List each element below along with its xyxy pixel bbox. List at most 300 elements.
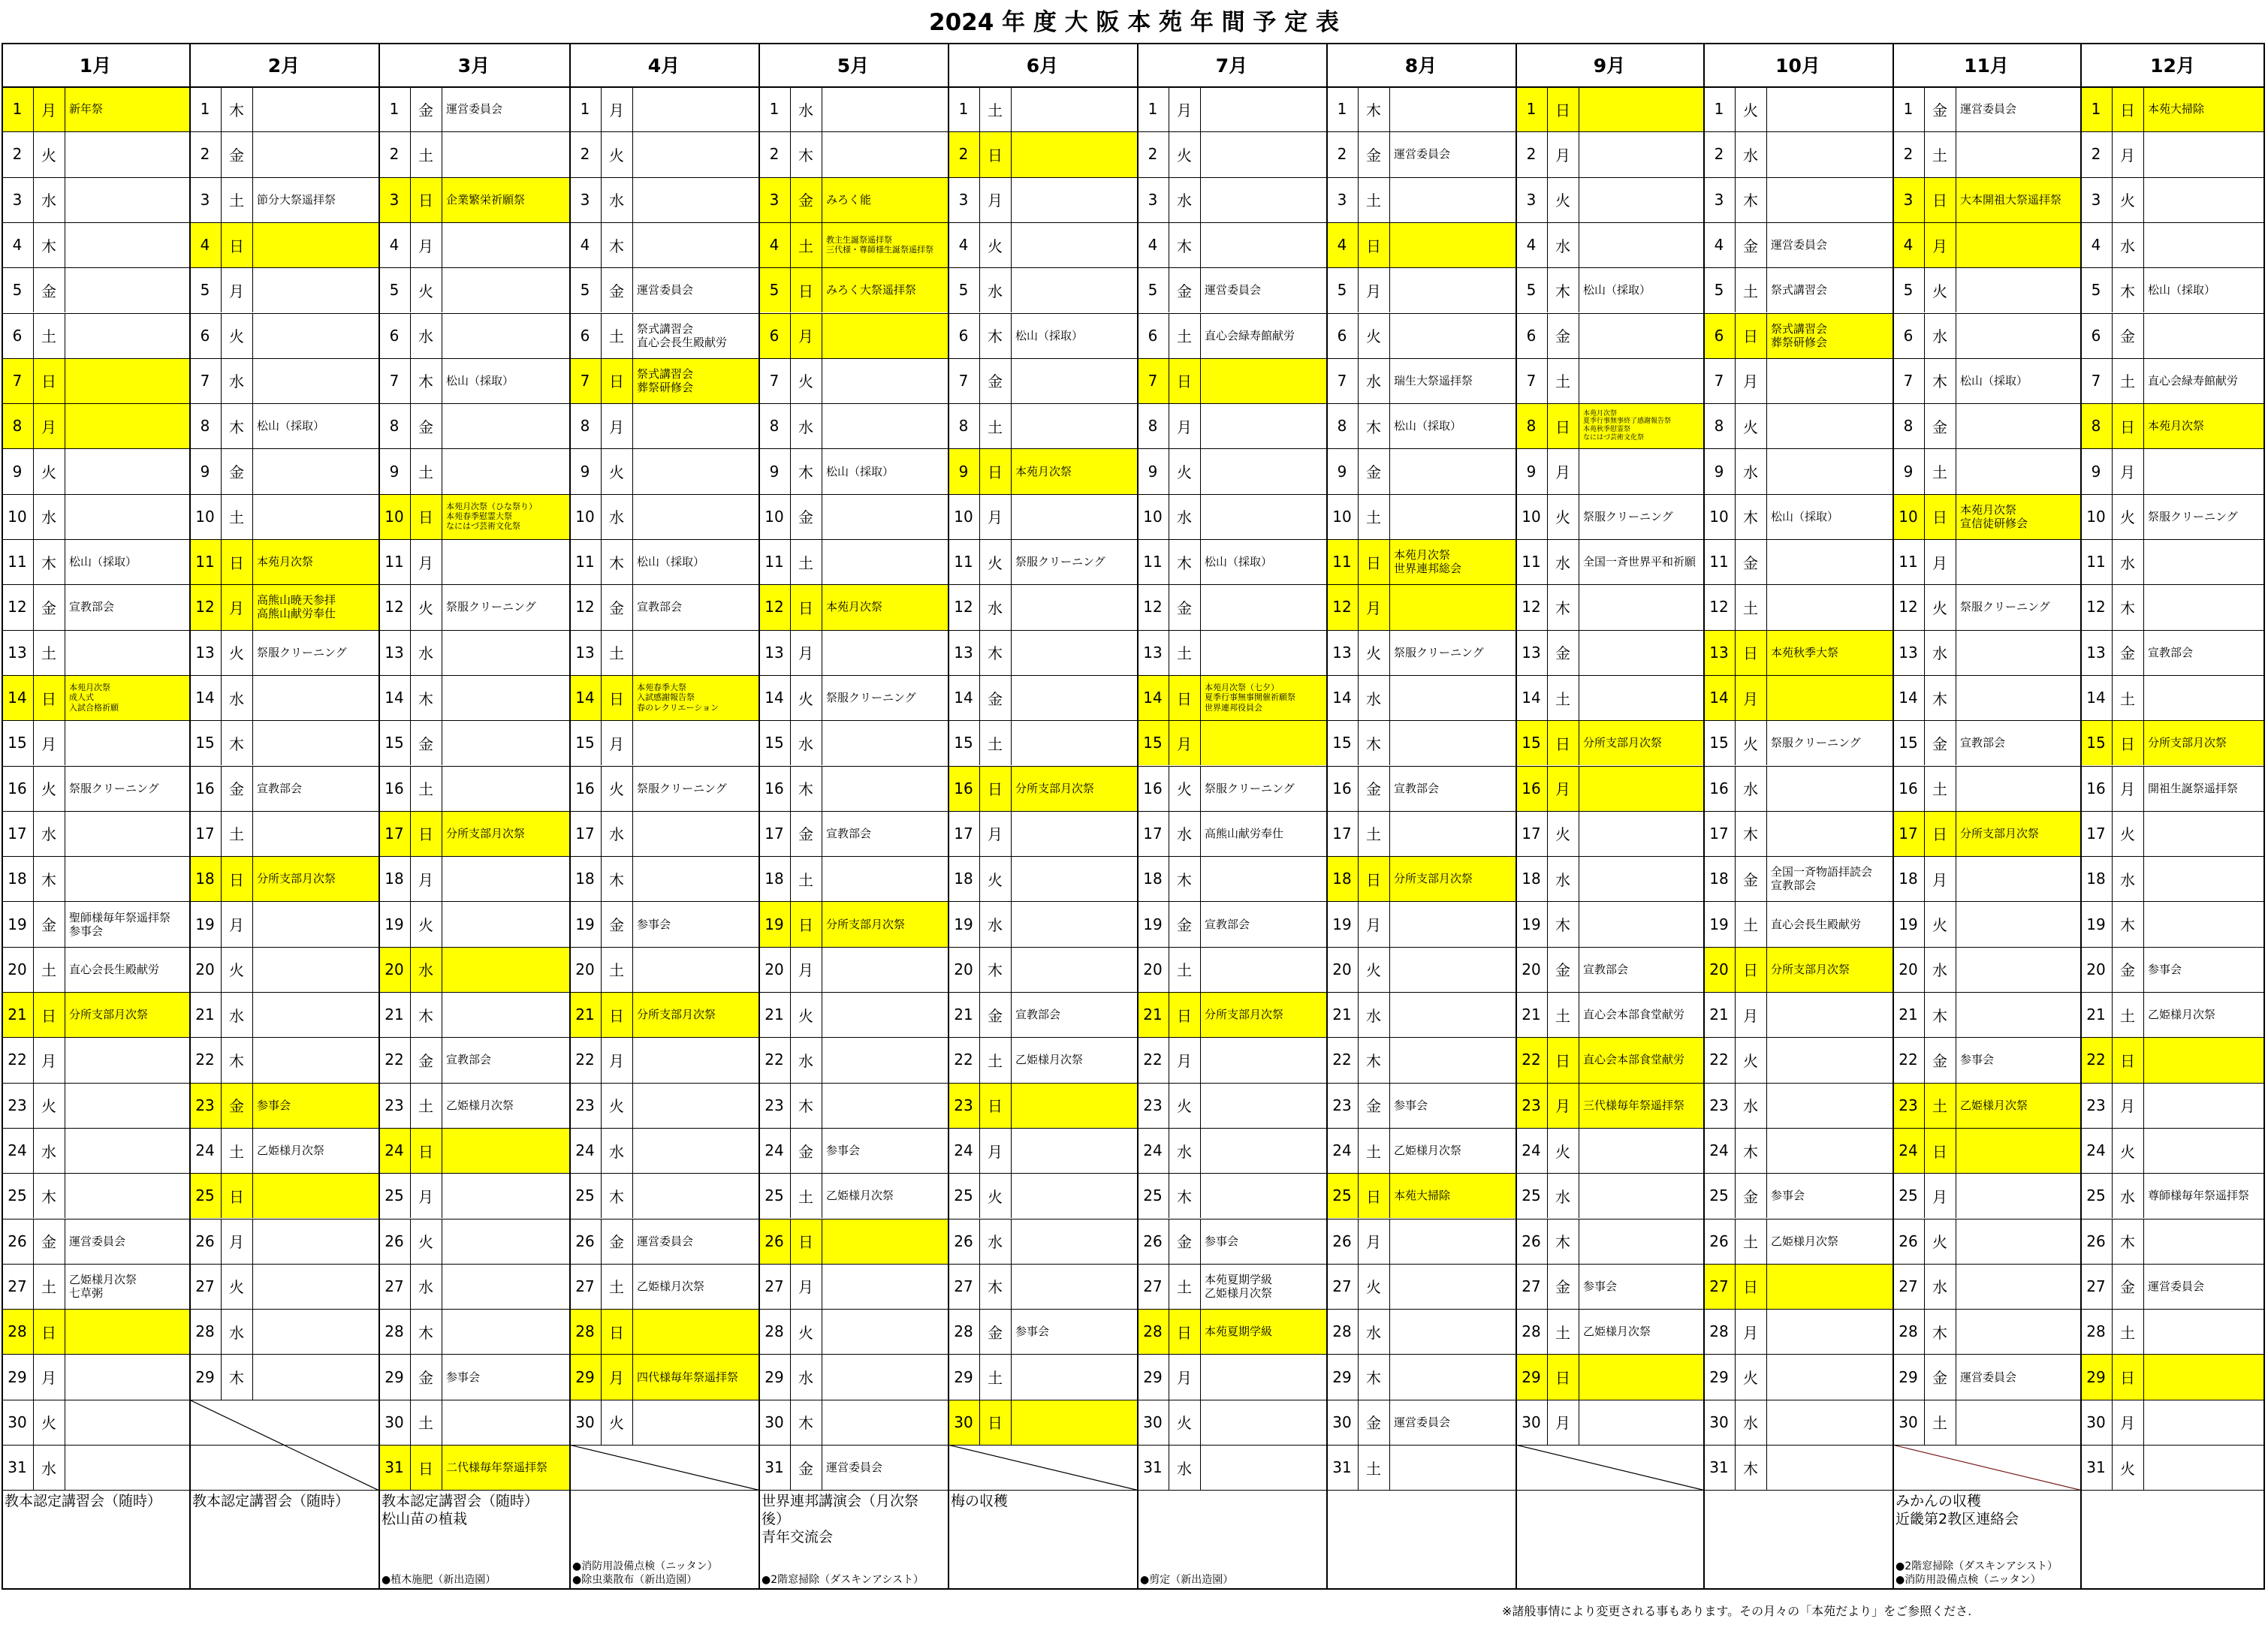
grid-line [632,766,633,811]
day-row [2080,856,2265,901]
weekday: 金 [1177,1233,1192,1252]
weekday: 木 [1555,1233,1570,1252]
grid-line [632,131,633,176]
day-row [379,811,569,856]
grid-line [2143,947,2144,992]
day-row [1893,313,2080,358]
no-day-diagonal [948,1445,1137,1490]
day-number: 13 [1522,643,1541,662]
grid-line [1547,494,1548,539]
day-number: 20 [954,960,973,978]
grid-line [1547,584,1548,629]
day-event: 全国一斉物語拝読会 宣教部会 [1771,865,1873,893]
day-row [759,1445,948,1490]
weekday: 土 [2120,689,2135,708]
weekday: 金 [1366,463,1381,482]
day-row [1137,766,1326,811]
day-row [379,358,569,403]
grid-line [1924,494,1925,539]
day-row [759,811,948,856]
weekday: 月 [988,508,1003,527]
grid-line [632,901,633,946]
grid-line [2,766,2265,767]
grid-line [979,947,980,992]
weekday: 火 [1932,282,1947,300]
weekday: 月 [798,961,813,980]
day-event: 松山（採取） [1015,328,1084,342]
day-number: 29 [1899,1367,1918,1386]
weekday: 木 [609,553,624,572]
day-event: 運営委員会 [1205,283,1262,297]
grid-line [569,43,571,1590]
weekday: 火 [1555,1142,1570,1161]
grid-line [2143,177,2144,222]
day-row [2,1219,189,1264]
day-event: 松山（採取） [446,373,514,387]
weekday: 日 [2120,101,2135,119]
grid-line [1735,358,1736,403]
day-number: 22 [575,1051,595,1069]
grid-line [1547,222,1548,267]
grid-line [1735,86,1736,131]
day-row [2080,1128,2265,1173]
day-row [379,1083,569,1128]
day-row [2080,584,2265,629]
day-row [2,86,189,131]
grid-line [1547,1400,1548,1445]
weekday: 月 [1743,689,1758,708]
day-event: 直心会本部食堂献労 [1583,1008,1685,1022]
day-event: 松山（採取） [1960,373,2028,387]
grid-line [601,1173,602,1218]
day-row [1137,720,1326,765]
grid-line [1389,720,1390,765]
day-event: 運営委員会 [826,1461,883,1475]
day-row [1137,131,1326,176]
day-number: 23 [1899,1096,1918,1114]
day-number: 5 [1526,281,1537,300]
grid-line [1200,358,1201,403]
day-number: 29 [8,1367,27,1386]
weekday: 金 [1555,961,1570,980]
day-number: 19 [8,915,27,933]
day-number: 13 [2086,643,2106,662]
day-row [189,131,379,176]
day-number: 1 [1714,100,1724,119]
day-row [948,1400,1137,1445]
grid-line [1011,947,1012,992]
grid-line [33,630,34,675]
day-row [2,720,189,765]
day-row [569,86,759,131]
grid-line [33,856,34,901]
weekday: 土 [1366,1459,1381,1478]
weekday: 月 [1366,1233,1381,1252]
day-row [1137,1128,1326,1173]
day-event: 高熊山献労奉仕 [1205,826,1284,840]
day-event: 分所支部月次祭 [1015,781,1095,795]
day-row [1516,766,1703,811]
grid-line [1011,1083,1012,1128]
weekday: 月 [229,598,244,617]
day-number: 23 [2086,1096,2106,1114]
day-event: 宣教部会 [446,1053,492,1067]
grid-line [221,947,222,992]
day-row [1137,1400,1326,1445]
grid-line [1735,131,1736,176]
grid-line [2112,675,2113,720]
grid-line [601,675,602,720]
day-number: 29 [1143,1367,1163,1386]
weekday: 日 [2120,1051,2135,1070]
day-event: 参事会 [826,1144,861,1158]
grid-line [948,43,949,1590]
grid-line [2,43,2265,44]
day-row [948,811,1137,856]
month-notes-top: 教本認定講習会（随時） [192,1493,350,1510]
weekday: 日 [1366,553,1381,572]
grid-line [1200,494,1201,539]
day-row [189,177,379,222]
weekday: 火 [1177,1414,1192,1433]
day-row [1516,1128,1703,1173]
day-row [948,856,1137,901]
grid-line [2143,1128,2144,1173]
day-event: 分所支部月次祭 [69,1008,149,1022]
day-event: 分所支部月次祭 [257,872,336,886]
weekday: 火 [41,463,56,482]
grid-line [2143,584,2144,629]
day-row [379,947,569,992]
grid-line [1766,1173,1767,1218]
weekday: 水 [229,1323,244,1342]
day-number: 19 [1522,915,1541,933]
weekday: 木 [1366,101,1381,119]
day-number: 7 [1903,371,1914,390]
day-number: 27 [954,1277,973,1295]
day-number: 26 [954,1232,973,1250]
weekday: 火 [1743,418,1758,436]
day-row [1326,584,1516,629]
grid-line [252,811,253,856]
grid-line [632,992,633,1037]
day-row [1137,1264,1326,1309]
weekday: 水 [1177,191,1192,210]
day-number: 22 [954,1051,973,1069]
grid-line [1389,992,1390,1037]
grid-line [790,403,791,448]
grid-line [1547,131,1548,176]
day-event: 二代様毎年祭遥拝祭 [446,1461,548,1475]
day-number: 8 [1148,417,1158,436]
day-number: 4 [1148,236,1158,255]
day-number: 8 [769,417,780,436]
day-row [2080,1354,2265,1399]
grid-line [1358,1400,1359,1445]
grid-line [1200,1309,1201,1354]
weekday: 木 [229,418,244,436]
day-number: 19 [195,915,215,933]
day-event: 祭式講習会 葬祭研修会 [1771,321,1828,349]
weekday: 水 [609,1142,624,1161]
grid-line [221,1219,222,1264]
weekday: 水 [418,1278,433,1297]
day-number: 12 [1522,598,1541,617]
weekday: 土 [229,508,244,527]
grid-line [790,222,791,267]
day-event: 祭服クリーニング [2148,509,2238,523]
day-number: 11 [1332,553,1352,571]
weekday: 木 [1743,1459,1758,1478]
day-number: 5 [1148,281,1158,300]
weekday: 月 [41,1369,56,1388]
day-row [379,720,569,765]
day-number: 26 [1143,1232,1163,1250]
grid-line [979,448,980,493]
day-number: 16 [765,779,784,797]
weekday: 日 [988,1414,1003,1433]
grid-line [252,947,253,992]
grid-line [1389,448,1390,493]
grid-line [632,86,633,131]
day-row [1893,1309,2080,1354]
day-number: 20 [1522,960,1541,978]
grid-line [1924,222,1925,267]
day-row [189,222,379,267]
grid-line [2112,992,2113,1037]
weekday: 月 [1177,101,1192,119]
grid-line [410,1354,411,1399]
grid-line [790,131,791,176]
grid-line [979,358,980,403]
grid-line [252,1219,253,1264]
month-notes-bottom: ●2階窓掃除（ダスキンアシスト） [762,1573,924,1586]
grid-line [1200,222,1201,267]
day-row [1326,403,1516,448]
day-number: 20 [1899,960,1918,978]
day-row [379,131,569,176]
grid-line [33,766,34,811]
grid-line [1389,539,1390,584]
weekday: 火 [1177,463,1192,482]
weekday: 土 [1932,463,1947,482]
grid-line [1547,992,1548,1037]
day-row [1703,267,1893,312]
day-row [2,1173,189,1218]
weekday: 月 [1555,1414,1570,1433]
day-number: 10 [1899,507,1918,526]
grid-line [2143,1219,2144,1264]
grid-line [252,1083,253,1128]
day-row [1137,992,1326,1037]
day-row [379,1309,569,1354]
weekday: 金 [1932,418,1947,436]
grid-line [1011,630,1012,675]
grid-line [1924,856,1925,901]
day-number: 2 [1714,145,1724,164]
grid-line [410,131,411,176]
day-row [1516,720,1703,765]
grid-line [632,720,633,765]
day-row [2080,992,2265,1037]
weekday: 日 [1555,734,1570,753]
weekday: 木 [2120,916,2135,935]
grid-line [1735,992,1736,1037]
grid-line [1547,448,1548,493]
weekday: 日 [609,372,624,391]
day-number: 26 [1899,1232,1918,1250]
grid-line [1735,1400,1736,1445]
grid-line [252,675,253,720]
day-number: 19 [1332,915,1352,933]
grid-line [221,675,222,720]
grid-line [790,1400,791,1445]
weekday: 木 [418,1006,433,1025]
day-number: 20 [385,960,404,978]
weekday: 木 [1932,1006,1947,1025]
grid-line [2,1173,2265,1174]
weekday: 水 [798,1051,813,1070]
day-row [1703,856,1893,901]
day-number: 24 [954,1141,973,1160]
grid-line [252,448,253,493]
day-row [1893,1173,2080,1218]
grid-line [1547,901,1548,946]
grid-line [1200,584,1201,629]
weekday: 月 [1932,870,1947,889]
day-row [1326,901,1516,946]
day-row [1137,267,1326,312]
day-number: 13 [385,643,404,662]
day-number: 18 [8,870,27,888]
day-event: 宣教部会 [1960,736,2006,750]
grid-line [1766,1445,1767,1490]
grid-line [1924,1128,1925,1173]
day-number: 8 [2091,417,2101,436]
grid-line [1924,675,1925,720]
day-row [189,1264,379,1309]
day-row [189,448,379,493]
day-row [2080,1037,2265,1082]
day-number: 30 [1143,1412,1163,1431]
day-row [1516,630,1703,675]
day-row [2080,358,2265,403]
grid-line [1011,1219,1012,1264]
day-row [2080,1173,2265,1218]
day-row [759,1219,948,1264]
grid-line [1200,267,1201,312]
weekday: 日 [41,689,56,708]
weekday: 水 [41,508,56,527]
day-row [569,1354,759,1399]
day-row [379,1354,569,1399]
day-row [189,584,379,629]
day-number: 24 [2086,1141,2106,1160]
weekday: 金 [1743,237,1758,255]
day-number: 18 [1332,870,1352,888]
grid-line [790,630,791,675]
grid-line [1011,267,1012,312]
grid-line [221,1309,222,1354]
grid-line [2,1128,2265,1129]
day-row [1137,856,1326,901]
grid-line [1924,766,1925,811]
day-number: 1 [389,100,400,119]
day-row [189,267,379,312]
day-row [1703,675,1893,720]
day-number: 27 [8,1277,27,1295]
grid-line [1358,222,1359,267]
day-number: 7 [200,371,210,390]
grid-line [410,992,411,1037]
day-number: 17 [1899,824,1918,843]
grid-line [221,584,222,629]
weekday: 金 [2120,961,2135,980]
weekday: 水 [1932,644,1947,663]
grid-line [252,584,253,629]
grid-line [410,1173,411,1218]
grid-line [1200,313,1201,358]
day-row [759,267,948,312]
grid-line [979,856,980,901]
day-number: 7 [769,371,780,390]
grid-line [221,630,222,675]
weekday: 火 [1555,191,1570,210]
weekday: 火 [988,870,1003,889]
weekday: 月 [1555,463,1570,482]
day-row [2,584,189,629]
weekday: 金 [1555,327,1570,346]
weekday: 日 [41,1323,56,1342]
day-number: 19 [385,915,404,933]
day-row [1703,1309,1893,1354]
grid-line [1389,1264,1390,1309]
day-event: 祭服クリーニング [1771,736,1861,750]
day-row [569,901,759,946]
grid-line [1011,901,1012,946]
day-number: 5 [1903,281,1914,300]
grid-line [1547,403,1548,448]
weekday: 火 [418,916,433,935]
grid-line [221,177,222,222]
weekday: 日 [1555,418,1570,436]
day-row [2080,267,2265,312]
grid-line [252,1173,253,1218]
day-number: 17 [1332,824,1352,843]
day-row [1516,403,1703,448]
day-row [569,630,759,675]
day-row [1893,766,2080,811]
day-number: 15 [1899,734,1918,752]
grid-line [790,267,791,312]
day-row [948,494,1137,539]
weekday: 木 [229,734,244,753]
day-event: 尊師様毎年祭遥拝祭 [2148,1189,2250,1203]
weekday: 水 [798,101,813,119]
day-number: 28 [575,1322,595,1341]
grid-line [2143,1445,2144,1490]
day-number: 7 [12,371,23,390]
grid-line [979,539,980,584]
day-row [569,222,759,267]
day-row [2,856,189,901]
day-number: 28 [1899,1322,1918,1341]
weekday: 木 [798,463,813,482]
weekday: 木 [1177,553,1192,572]
grid-line [1735,494,1736,539]
grid-line [410,1264,411,1309]
grid-line [632,539,633,584]
